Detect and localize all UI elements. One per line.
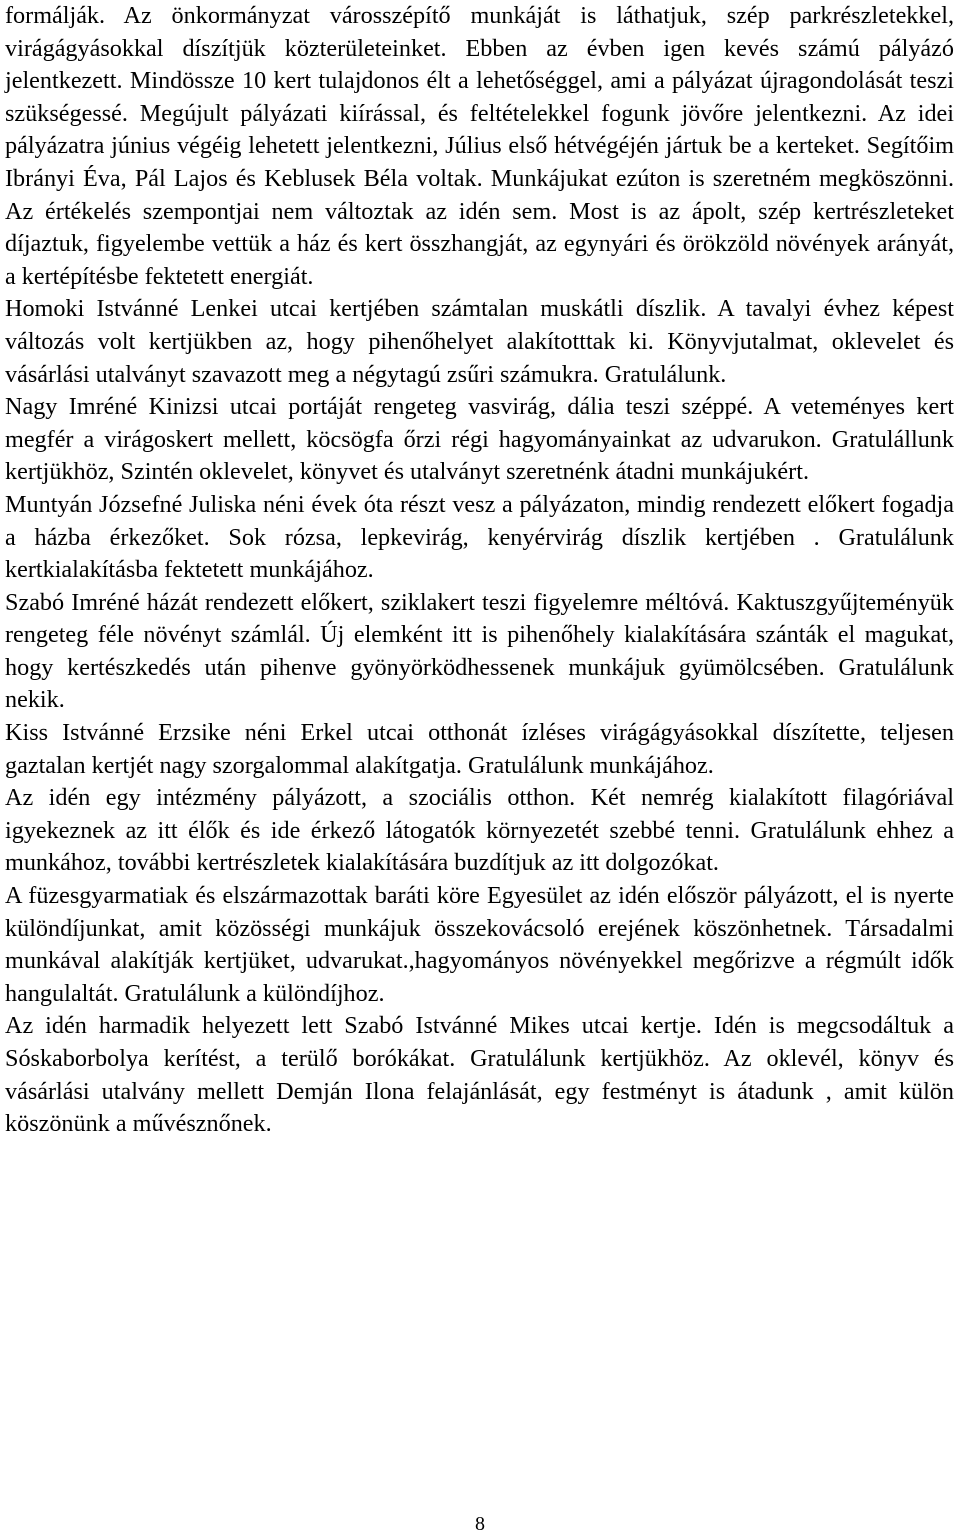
paragraph-szabo-imrene: Szabó Imréné házát rendezett előkert, sziklakert teszi figyelemre méltóvá. Kaktuszgyűjteményük rengeteg féle növényt számlál. Új elemként itt is pihenőhely kialakítására szánták el magukat, hogy kertészkedés után pihenve gyönyörködhessenek munkájuk gyümölcsében. Gratulálunk nekik. xyxy=(5,588,954,714)
page-number: 8 xyxy=(475,1513,485,1535)
paragraph-kiss: Kiss Istvánné Erzsike néni Erkel utcai otthonát ízléses virágágyásokkal díszítette, teljesen gaztalan kertjét nagy szorgalommal alakítgatja. Gratulálunk munkájához. xyxy=(5,719,954,779)
paragraph-muntyan: Muntyán Józsefné Juliska néni évek óta részt vesz a pályázaton, mindig rendezett előkert fogadja a házba érkezőket. Sok rózsa, lepkevirág, kenyérvirág díszlik kertjében . Gratulálunk kertkialakításba fektetett munkájához. xyxy=(5,490,954,584)
paragraph-harmadik-helyezett: Az idén harmadik helyezett lett Szabó Istvánné Mikes utcai kertje. Idén is megcsodáltuk a Sóskaborbolya kerítést, a terülő borókákat. Gratulálunk kertjükhöz. Az oklevél, könyv és vásárlási utalvány mellett Demján Ilona felajánlását, egy festményt is átadunk , amit külön köszönünk a művésznőnek. xyxy=(5,1012,954,1138)
paragraph-egyesulet: A füzesgyarmatiak és elszármazottak baráti köre Egyesület az idén először pályázott, el is nyerte különdíjunkat, amit közösségi munkájuk összekovácsoló erejének köszönhetnek. Társadalmi munkával alakítják kertjüket, udvarukat.,hagyományos növényekkel megőrizve a régmúlt idők hangulaltát. Gratulálunk a különdíjhoz. xyxy=(5,882,954,1007)
paragraph-intro: formálják. Az önkormányzat városszépítő munkáját is láthatjuk, szép parkrészletekkel, virágágyásokkal díszítjük közterületeinket. Ebben az évben igen kevés számú pályázó jelentkezett. Mindössze 10 kert tulajdonos élt a lehetőséggel, ami a pályázat újragondolását teszi szükségessé. Megújult pályázati kiírással, és feltételekkel fogunk jövőre jelentkezni. Az idei pályázatra június végéig lehetett jelentkezni, Július első hétvégéjén jártuk be a kerteket. Segítőim Ibrányi Éva, Pál Lajos és Keblusek Béla voltak. Munkájukat ezúton is szeretném megköszönni. Az értékelés szempontjai nem változtak az idén sem. Most is az ápolt, szép kertrészleteket díjaztuk, figyelembe vettük a ház és kert összhangját, az egynyári és örökzöld növények arányát, a kertépítésbe fektetett energiát. xyxy=(5,2,954,290)
paragraph-szocialis-otthon: Az idén egy intézmény pályázott, a szociális otthon. Két nemrég kialakított filagóriával igyekeznek az itt élők és ide érkező látogatók környezetét szebbé tenni. Gratulálunk ehhez a munkához, további kertrészletek kialakítására buzdítjuk az itt dolgozókat. xyxy=(5,784,954,877)
document-body xyxy=(5,0,954,1141)
paragraph-homoki: Homoki Istvánné Lenkei utcai kertjében számtalan muskátli díszlik. A tavalyi évhez képest változás volt kertjükben az, hogy pihenőhelyet alakítotttak ki. Könyvjutalmat, oklevelet és vásárlási utalványt szavazott meg a négytagú zsűri számukra. Gratulálunk. xyxy=(5,295,954,388)
paragraph-nagy: Nagy Imréné Kinizsi utcai portáját rengeteg vasvirág, dália teszi széppé. A veteményes kert megfér a virágoskert mellett, köcsögfa őrzi régi hagyományainkat az udvarukon. Gratulállunk kertjükhöz, Szintén oklevelet, könyvet és utalványt szeretnénk átadni munkájukért. xyxy=(5,393,954,486)
